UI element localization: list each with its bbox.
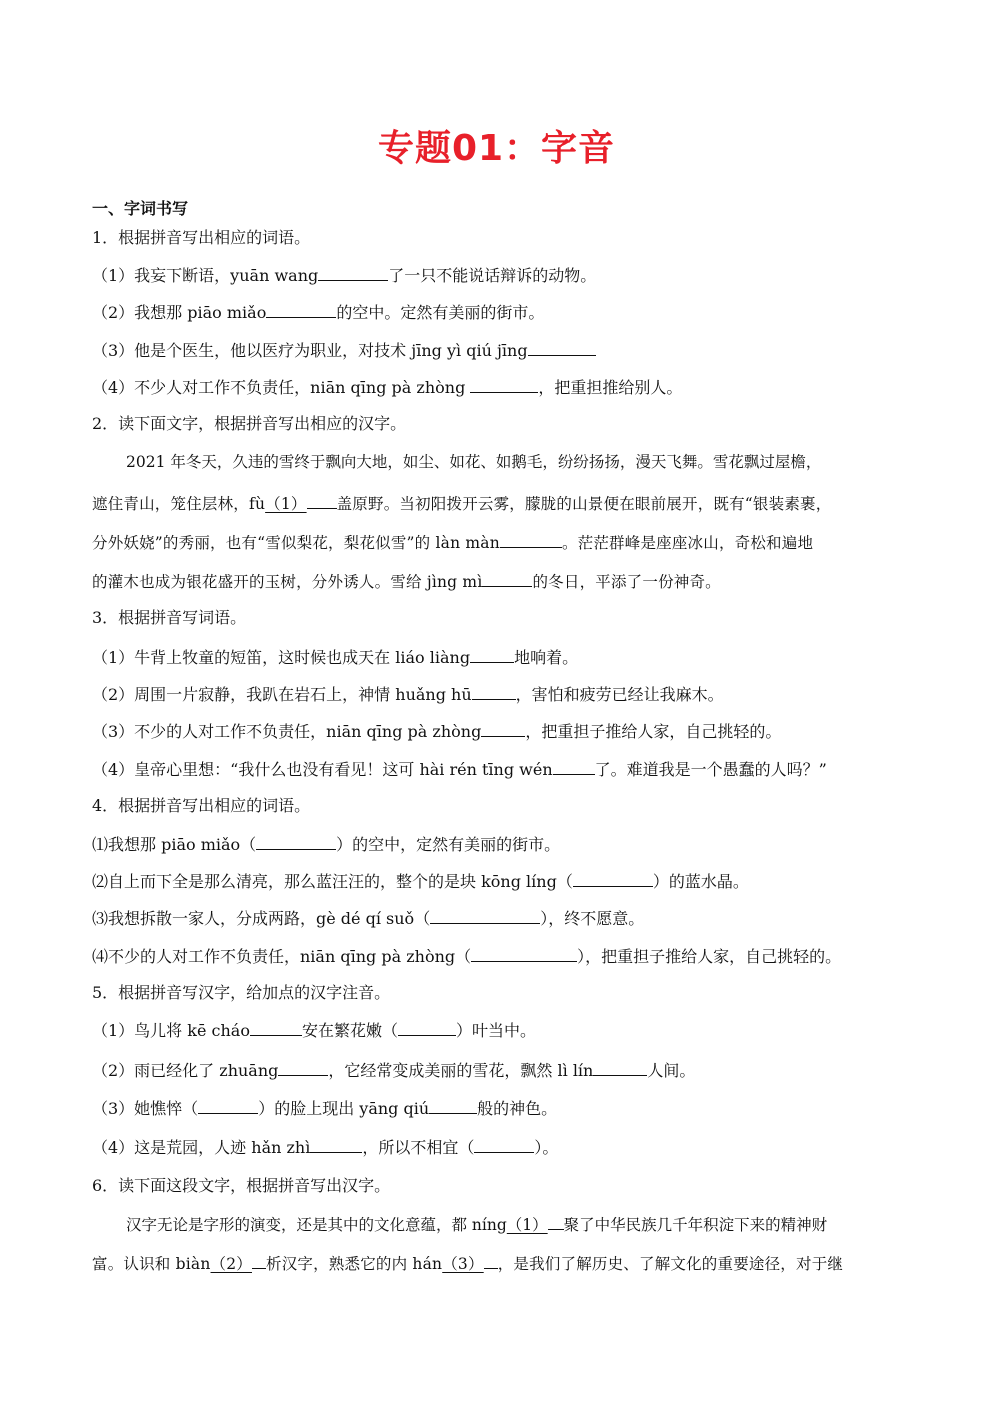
q6-line-2e: ，是我们了解历史、了解文化的重要途径，对于继 [497, 1255, 844, 1273]
answer-blank[interactable] [593, 1058, 647, 1076]
answer-blank[interactable] [470, 645, 514, 663]
answer-blank[interactable] [318, 263, 388, 281]
q5-item-2a: （2）雨已经化了 zhuāng [92, 1061, 279, 1080]
q5-item-2c: 人间。 [647, 1061, 696, 1080]
answer-blank[interactable] [472, 682, 516, 700]
q2-line-3b: 。茫茫群峰是座座冰山，奇松和遍地 [561, 534, 814, 552]
q3-item-4 [92, 757, 827, 781]
q3-stem: 3．根据拼音写词语。 [92, 608, 247, 627]
q2-line-2 [92, 491, 831, 515]
answer-blank[interactable] [484, 1251, 498, 1269]
q5-item-1a: （1）鸟儿将 kē cháo [92, 1021, 250, 1040]
q2-line-3 [92, 530, 813, 554]
answer-blank[interactable] [470, 375, 538, 393]
q5-item-2 [92, 1058, 695, 1082]
answer-blank[interactable] [256, 832, 336, 850]
q3-item-3-pre: （3）不少的人对工作不负责任，niān qīng pà zhòng [92, 722, 482, 741]
answer-blank[interactable] [573, 869, 653, 887]
q4-item-4-pre: ⑷不少的人对工作不负责任，niān qīng pà zhòng（ [92, 947, 472, 966]
answer-blank[interactable] [310, 1135, 362, 1153]
q3-item-2-post: ，害怕和疲劳已经让我麻木。 [515, 685, 724, 704]
q1-item-4-post: ，把重担推给别人。 [538, 378, 683, 397]
q1-item-1-pre: （1）我妄下断语，yuān wang [92, 266, 319, 285]
q1-item-1-post: 了一只不能说话辩诉的动物。 [388, 266, 597, 285]
q1-item-4 [92, 375, 682, 399]
answer-blank[interactable] [482, 569, 532, 587]
q2-blank-1[interactable]: （1） [265, 495, 307, 513]
q5-item-3 [92, 1096, 557, 1120]
answer-blank[interactable] [278, 1058, 328, 1076]
q3-item-2-pre: （2）周围一片寂静，我趴在岩石上，神情 huǎng hū [92, 685, 472, 704]
answer-blank[interactable] [528, 338, 596, 356]
q1-item-1 [92, 263, 596, 287]
q4-item-1-post: ）的空中，定然有美丽的街市。 [336, 835, 561, 854]
answer-blank[interactable] [500, 530, 562, 548]
answer-blank[interactable] [471, 944, 577, 962]
answer-blank[interactable] [553, 757, 595, 775]
q6-line-2 [92, 1251, 843, 1275]
q4-item-3-pre: ⑶我想拆散一家人，分成两路，gè dé qí suǒ（ [92, 909, 431, 928]
answer-blank[interactable] [307, 491, 337, 509]
q4-item-2-post: ）的蓝水晶。 [652, 872, 749, 891]
q5-item-4c: ）。 [534, 1138, 559, 1157]
q5-item-3b: ）的脸上现出 yāng qiú [258, 1099, 430, 1118]
q5-item-1 [92, 1018, 536, 1042]
q1-item-2-pre: （2）我想那 piāo miǎo [92, 303, 267, 322]
answer-blank[interactable] [198, 1096, 258, 1114]
q2-line-4a: 的灌木也成为银花盛开的玉树，分外诱人。雪给 jìng mì [92, 573, 483, 591]
q5-stem: 5．根据拼音写汉字，给加点的汉字注音。 [92, 983, 391, 1002]
q6-line-2c: 析汉字，熟悉它的内 hán [266, 1255, 443, 1273]
q1-stem: 1．根据拼音写出相应的词语。 [92, 228, 311, 247]
q6-blank-2[interactable]: （2） [210, 1255, 252, 1273]
q6-stem: 6．读下面这段文字，根据拼音写出汉字。 [92, 1176, 391, 1195]
answer-blank[interactable] [398, 1018, 456, 1036]
q5-item-3c: 般的神色。 [477, 1099, 558, 1118]
q4-item-3-post: ），终不愿意。 [540, 909, 645, 928]
q4-item-4 [92, 944, 841, 968]
q6-blank-1[interactable]: （1） [506, 1216, 548, 1234]
q6-line-1 [126, 1212, 827, 1236]
answer-blank[interactable] [481, 719, 525, 737]
q5-item-1c: ）叶当中。 [455, 1021, 536, 1040]
answer-blank[interactable] [250, 1018, 302, 1036]
q4-item-3 [92, 906, 644, 930]
q1-item-2 [92, 300, 544, 324]
answer-blank[interactable] [429, 1096, 477, 1114]
q3-item-2 [92, 682, 724, 706]
q1-item-2-post: 的空中。定然有美丽的街市。 [336, 303, 545, 322]
answer-blank[interactable] [430, 906, 540, 924]
q6-blank-3[interactable]: （3） [442, 1255, 484, 1273]
q2-stem: 2．读下面文字，根据拼音写出相应的汉字。 [92, 414, 407, 433]
q5-item-3a: （3）她憔悴（ [92, 1099, 199, 1118]
q5-item-4b: ，所以不相宜（ [362, 1138, 475, 1157]
q1-item-3-pre: （3）他是个医生，他以医疗为职业，对技术 jīng yì qiú jīng [92, 341, 528, 360]
q3-item-1-post: 地响着。 [514, 648, 579, 667]
q6-line-2a: 富。认识和 biàn [92, 1255, 211, 1273]
answer-blank[interactable] [474, 1135, 534, 1153]
q2-line-2a: 遮住青山，笼住层林，fù [92, 495, 266, 513]
page-title: 专题01：字音 [377, 128, 616, 169]
answer-blank[interactable] [548, 1212, 564, 1230]
q5-item-2b: ，它经常变成美丽的雪花，飘然 lì lín [328, 1061, 594, 1080]
q6-line-1a: 汉字无论是字形的演变，还是其中的文化意蕴，都 níng [126, 1216, 507, 1234]
q4-item-2-pre: ⑵自上而下全是那么清亮，那么蓝汪汪的，整个的是块 kōng líng（ [92, 872, 573, 891]
q6-line-1c: 聚了中华民族几千年积淀下来的精神财 [563, 1216, 828, 1234]
q3-item-1-pre: （1）牛背上牧童的短笛，这时候也成天在 liáo liàng [92, 648, 471, 667]
q3-item-4-post: 了。难道我是一个愚蠢的人吗？” [594, 760, 827, 779]
q5-item-4a: （4）这是荒园，人迹 hǎn zhì [92, 1138, 311, 1157]
q2-line-3a: 分外妖娆”的秀丽，也有“雪似梨花，梨花似雪”的 làn màn [92, 534, 500, 552]
q5-item-4 [92, 1135, 558, 1159]
q3-item-1 [92, 645, 578, 669]
q4-item-1-pre: ⑴我想那 piāo miǎo（ [92, 835, 257, 854]
q3-item-4-pre: （4）皇帝心里想：“我什么也没有看见！这可 hài rén tīng wén [92, 760, 553, 779]
q5-item-1b: 安在繁花嫩（ [301, 1021, 398, 1040]
answer-blank[interactable] [266, 300, 336, 318]
answer-blank[interactable] [252, 1251, 266, 1269]
q4-stem: 4．根据拼音写出相应的词语。 [92, 796, 311, 815]
q2-line-2c: 盖原野。当初阳拨开云雾，朦胧的山景便在眼前展开，既有“银装素裹， [336, 495, 832, 513]
q4-item-4-post: ），把重担子推给人家，自己挑轻的。 [577, 947, 842, 966]
q1-item-4-pre: （4）不少人对工作不负责任，niān qīng pà zhòng [92, 378, 471, 397]
section-heading: 一、字词书写 [92, 199, 189, 218]
q2-line-1: 2021 年冬天，久违的雪终于飘向大地，如尘、如花、如鹅毛，纷纷扬扬，漫天飞舞。雪花飘过屋檐， [126, 453, 822, 471]
q1-item-3 [92, 338, 596, 362]
q3-item-3-post: ，把重担子推给人家，自己挑轻的。 [525, 722, 782, 741]
q2-line-4b: 的冬日，平添了一份神奇。 [532, 573, 721, 591]
q4-item-2 [92, 869, 749, 893]
q4-item-1 [92, 832, 560, 856]
q3-item-3 [92, 719, 781, 743]
q2-line-4 [92, 569, 721, 593]
